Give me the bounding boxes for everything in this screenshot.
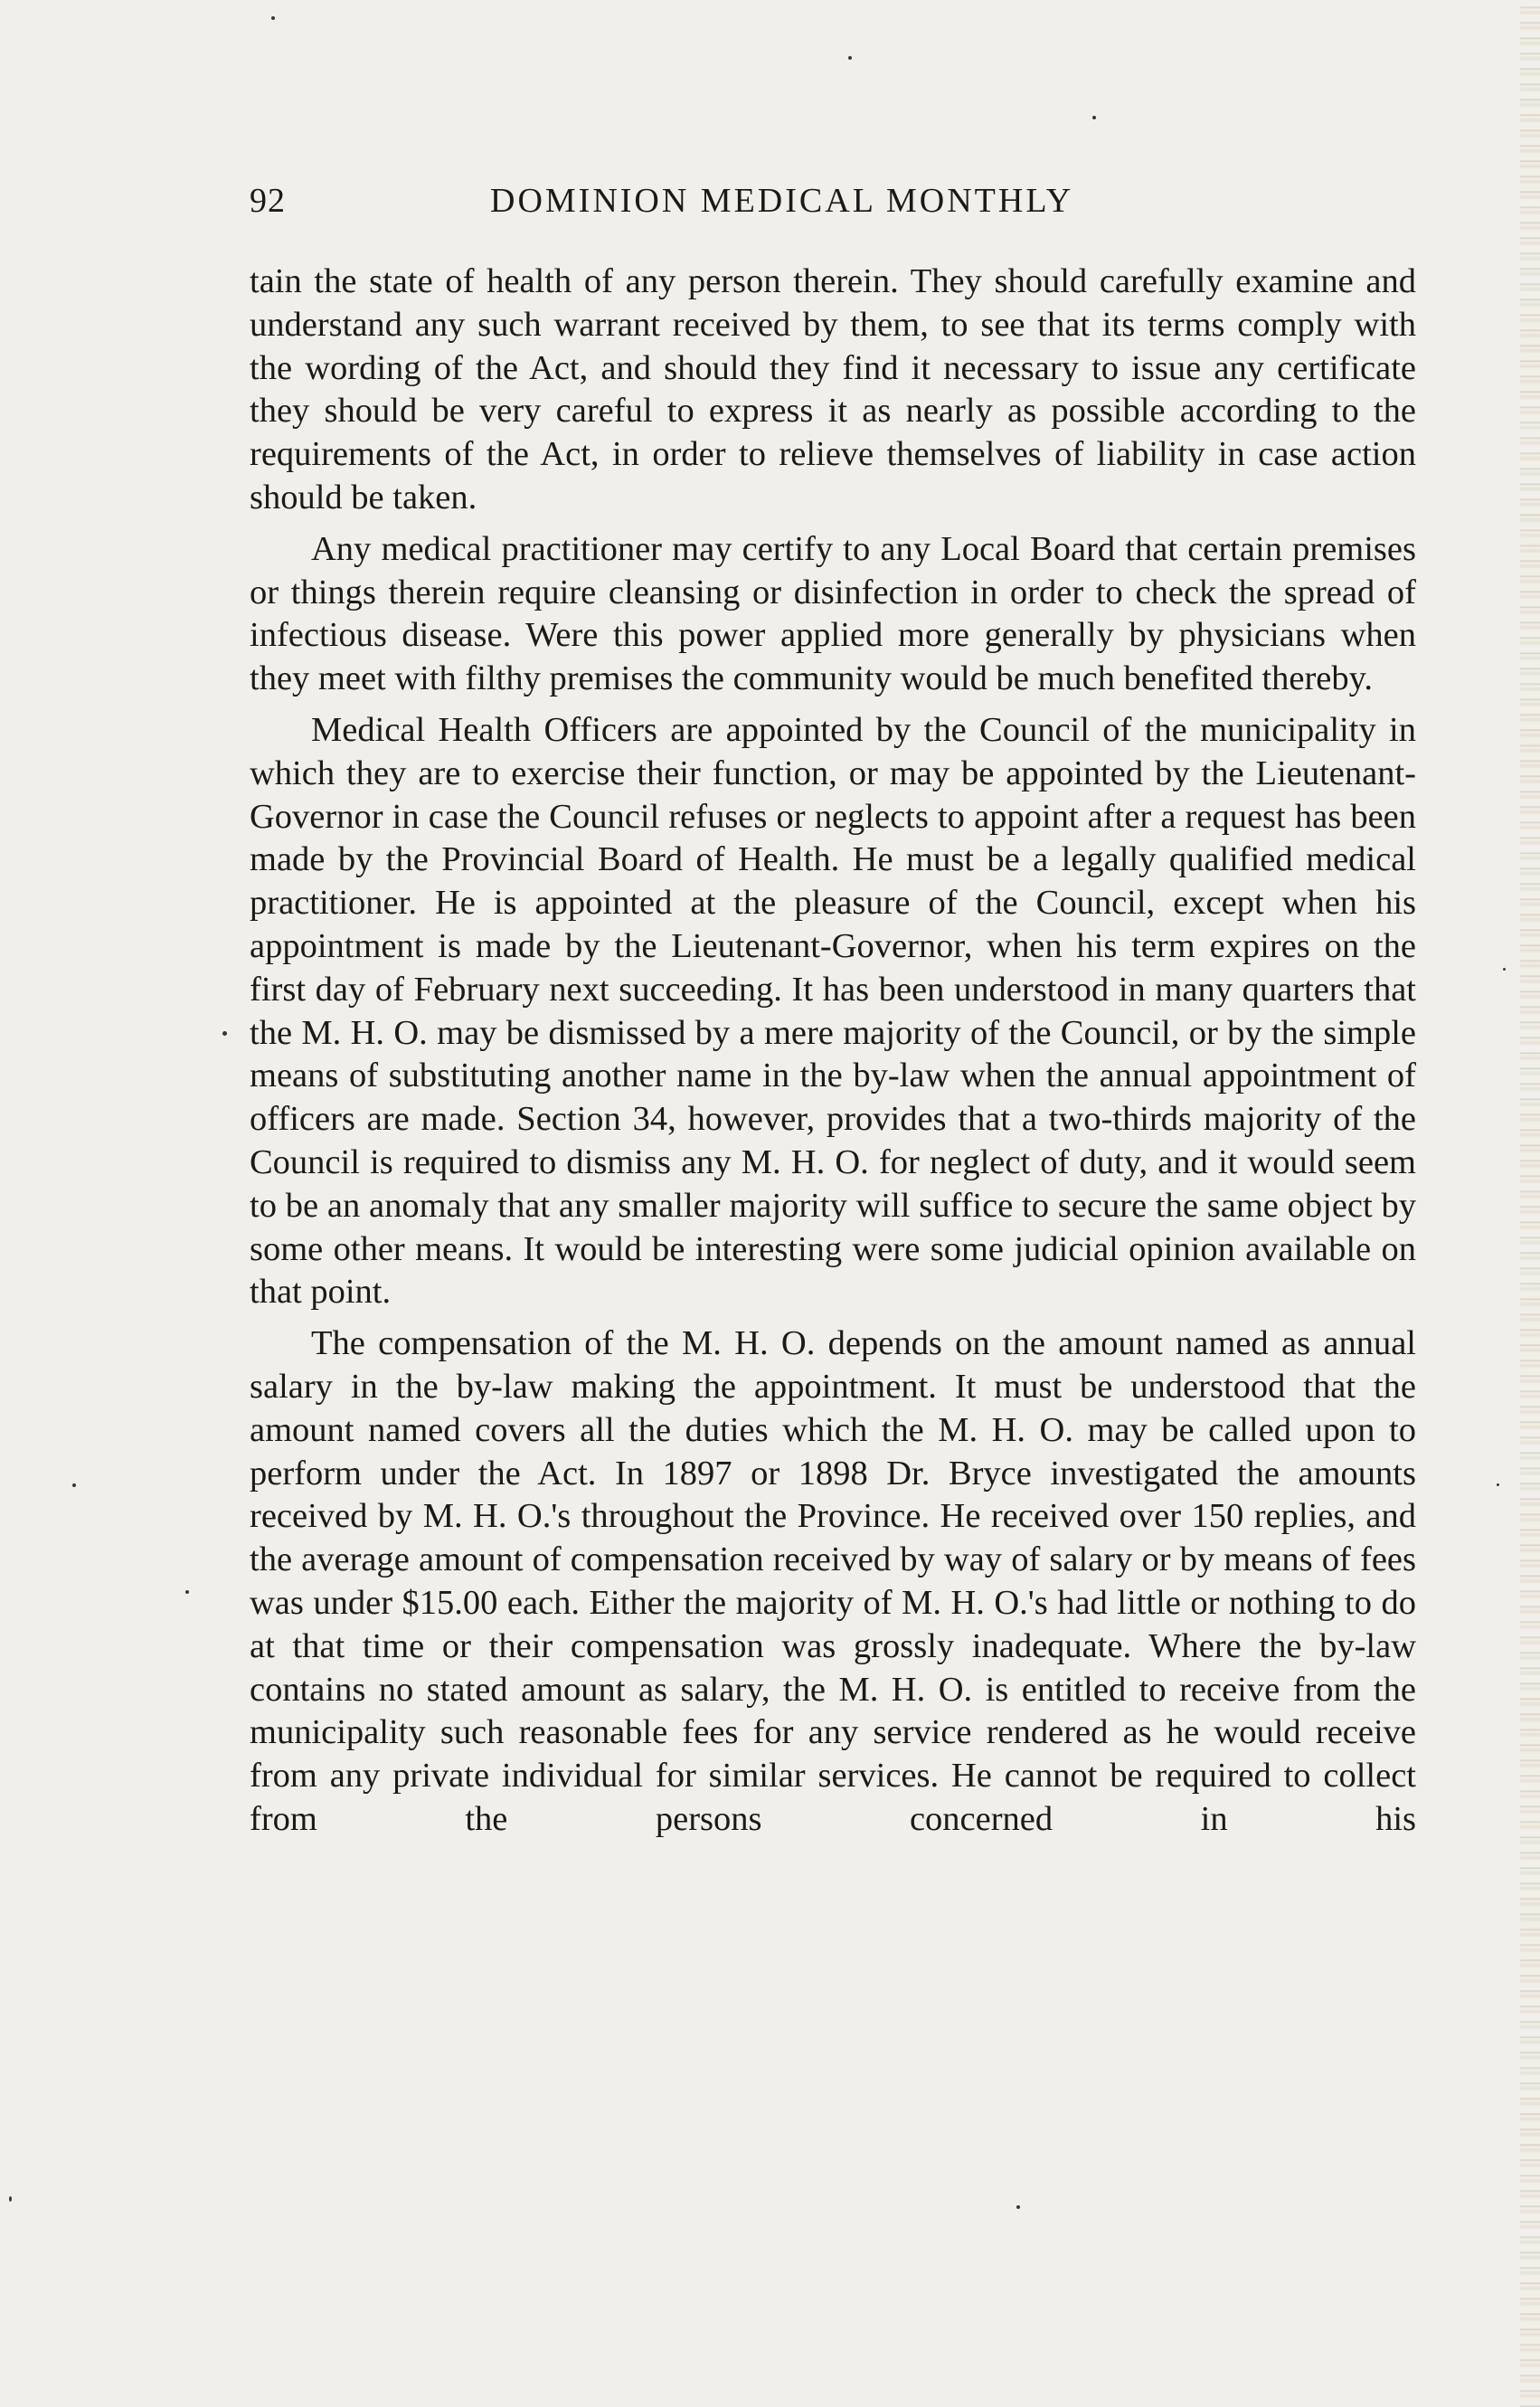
article-body [250, 261, 1416, 1850]
scan-speck [1092, 116, 1096, 119]
scan-speck [1503, 968, 1506, 971]
scan-speck [1016, 2205, 1020, 2209]
scan-speck [185, 1590, 189, 1594]
scan-speck [9, 2196, 12, 2202]
paragraph-3: Medical Health Officers are appointed by the Council of the municipality in which they are to exercise their function, or may be appointed by the Lieutenant-Governor in case the Council refuses or neglects to appoint after a request has been made by the Provincial Board of Health. He must be a legally qualified medical practitioner. He is appointed at the pleasure of the Council, except when his appointment is made by the Lieutenant-Governor, when his term expires on the first day of February next succeeding. It has been understood in many quarters that the M. H. O. may be dismissed by a mere majority of the Council, or by the simple means of substituting another name in the by-law when the annual appointment of officers are made. Section 34, however, provides that a two-thirds majority of the Council is required to dismiss any M. H. O. for neglect of duty, and it would seem to be an anomaly that any smaller majority will suffice to secure the same object by some other means. It would be interesting were some judicial opinion available on that point. [250, 710, 1416, 1312]
scan-speck [1497, 1483, 1499, 1486]
paragraph-2: Any medical practitioner may certify to any Local Board that certain premises or things therein require cleansing or disinfection in order to check the spread of infectious disease. Were this power applied more generally by physicians when they meet with filthy premises the community would be much benefited thereby. [250, 529, 1416, 698]
scan-speck [222, 1031, 227, 1036]
page-edge-shadow [1520, 0, 1540, 2407]
running-title: DOMINION MEDICAL MONTHLY [490, 182, 1074, 220]
scan-speck [72, 1483, 76, 1487]
scan-speck [271, 16, 275, 20]
paragraph-4: The compensation of the M. H. O. depends on the amount named as annual salary in the by-law making the appointment. It must be understood that the amount named covers all the duties which the M. H. O. may be called upon to perform under the Act. In 1897 or 1898 Dr. Bryce investigated the amounts received by M. H. O.'s throughout the Province. He received over 150 replies, and the average amount of compensation received by way of salary or by means of fees was under $15.00 each. Either the majority of M. H. O.'s had little or nothing to do at that time or their compensation was grossly inadequate. Where the by-law contains no stated amount as salary, the M. H. O. is entitled to receive from the municipality such reasonable fees for any service rendered as he would receive from any private individual for similar services. He cannot be required to collect from the persons concerned in his [250, 1324, 1416, 1838]
page-number: 92 [250, 182, 286, 220]
page-header [250, 181, 1416, 235]
paragraph-1: tain the state of health of any person therein. They should carefully examine and understand any such warrant received by them, to see that its terms comply with the wording of the Act, and should they find it necessary to issue any certificate they should be very careful to express it as nearly as possible according to the requirements of the Act, in order to relieve themselves of liability in case action should be taken. [250, 262, 1416, 516]
scan-speck [848, 56, 852, 60]
